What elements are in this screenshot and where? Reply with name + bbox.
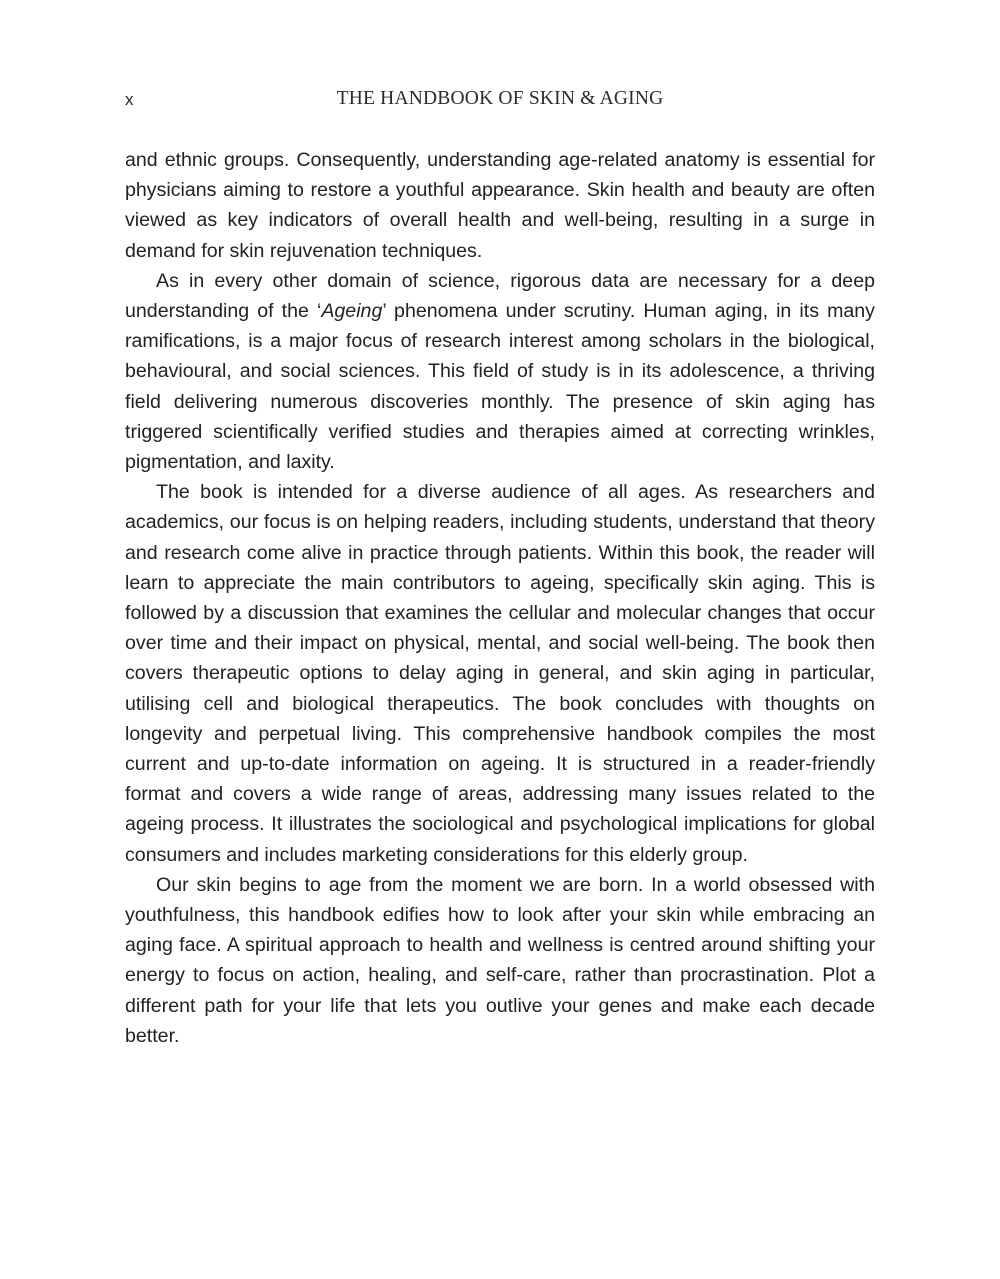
paragraph-text: As in every other domain of science, rigorous data are necessary for a deep understanding of the ‘ <box>125 269 875 323</box>
italic-term: Ageing <box>321 300 383 323</box>
paragraph-text: ’ phenomena under scrutiny. Human aging, in its many ramifications, is a major focus of research interest among scholars in the biological, behavioural, and social sciences. This field of study is in its adolescence, a thriving field delivering numerous discoveries monthly. The presence of skin aging has triggered scientifically verified studies and therapies aimed at correcting wrinkles, pigmentation, and laxity. <box>125 300 875 474</box>
paragraph-skin-aging: Our skin begins to age from the moment we are born. In a world obsessed with youthfulness, this handbook edifies how to look after your skin while embracing an aging face. A spiritual approach to health and wellness is centred around shifting your energy to focus on action, healing, and self-care, rather than procrastination. Plot a different path for your life that lets you outlive your genes and make each decade better. <box>125 873 875 1047</box>
page-number: x <box>125 90 134 109</box>
paragraph-book-audience: The book is intended for a diverse audience of all ages. As researchers and academics, our focus is on helping readers, including students, understand that theory and research come alive in practice through patients. Within this book, the reader will learn to appreciate the main contributors to ageing, specifically skin aging. This is followed by a discussion that examines the cellular and molecular changes that occur over time and their impact on physical, mental, and social well-being. The book then covers therapeutic options to delay aging in general, and skin aging in particular, utilising cell and biological therapeutics. The book concludes with thoughts on longevity and perpetual living. This comprehensive handbook compiles the most current and up-to-date information on ageing. It is structured in a reader-friendly format and covers a wide range of areas, addressing many issues related to the ageing process. It illustrates the sociological and psychological implications for global consumers and includes marketing considerations for this elderly group. <box>125 481 875 866</box>
body-text <box>125 145 875 1051</box>
paragraph-continued: and ethnic groups. Consequently, understanding age-related anatomy is essential for physicians aiming to restore a youthful appearance. Skin health and beauty are often viewed as key indicators of overall health and well-being, resulting in a surge in demand for skin rejuvenation techniques. <box>125 149 875 262</box>
paragraph-ageing-research <box>125 266 875 477</box>
running-head <box>125 88 875 116</box>
book-title: THE HANDBOOK OF SKIN & AGING <box>336 88 664 109</box>
